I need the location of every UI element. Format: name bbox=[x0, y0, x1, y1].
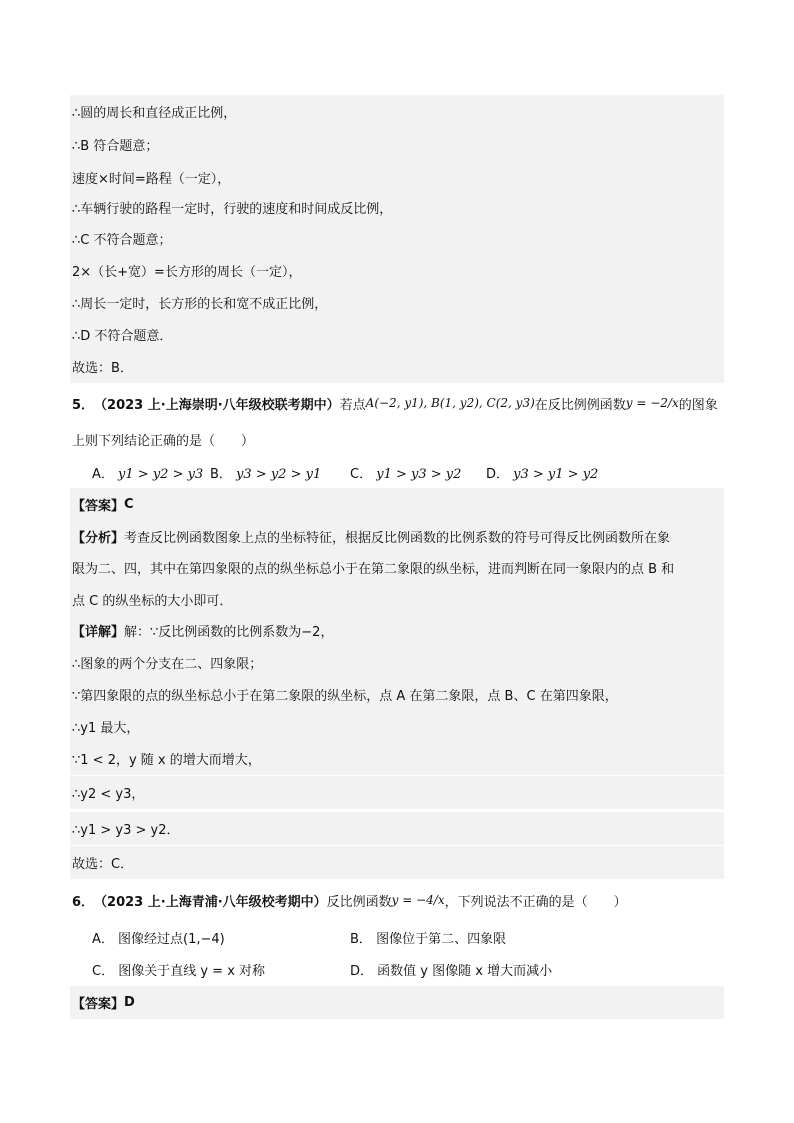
option-expression: y3 > y2 > y1 bbox=[236, 467, 322, 482]
option-text: 图像经过点(1,−4) bbox=[118, 932, 225, 947]
detail-line: ∴y1 > y3 > y2． bbox=[70, 812, 724, 845]
option-label: C． bbox=[350, 467, 373, 482]
question-text: 的图象 bbox=[678, 397, 718, 413]
option-label: C． bbox=[92, 964, 115, 979]
detail-line: ∴y2 < y3， bbox=[70, 776, 724, 809]
option-b[interactable] bbox=[350, 928, 506, 947]
analysis-text: 考查反比例函数图象上点的坐标特征，根据反比例函数的比例系数的符号可得反比例函数所在象 bbox=[124, 531, 671, 546]
detail-line: 故选：C． bbox=[70, 846, 724, 879]
option-label: B． bbox=[350, 932, 372, 947]
answer-tag: 【答案】 bbox=[72, 997, 125, 1012]
solution-line: 故选：B． bbox=[70, 350, 724, 383]
option-label: D． bbox=[350, 964, 374, 979]
detail-tag: 【详解】 bbox=[72, 625, 125, 640]
option-b[interactable] bbox=[210, 463, 321, 482]
option-d[interactable] bbox=[486, 463, 598, 482]
answer-value: C bbox=[124, 497, 134, 512]
function-formula: y = −4/x bbox=[391, 893, 445, 907]
option-label: D． bbox=[486, 467, 510, 482]
solution-line: ∴圆的周长和直径成正比例， bbox=[70, 95, 724, 128]
detail-text: 解：∵反比例函数的比例系数为−2， bbox=[124, 625, 334, 640]
question-6-stem bbox=[70, 882, 724, 918]
solution-line: ∴C 不符合题意； bbox=[70, 222, 724, 255]
solution-line: ∴车辆行驶的路程一定时，行驶的速度和时间成反比例， bbox=[70, 191, 724, 224]
option-a[interactable] bbox=[92, 928, 225, 947]
option-label: A． bbox=[92, 932, 114, 947]
answer-line bbox=[70, 986, 724, 1019]
detail-line: ∴y1 最大， bbox=[70, 710, 724, 743]
detail-line: ∵1 < 2，y 随 x 的增大而增大， bbox=[70, 742, 724, 775]
analysis-line: 点 C 的纵坐标的大小即可． bbox=[70, 583, 724, 616]
solution-line: ∴周长一定时，长方形的长和宽不成正比例， bbox=[70, 286, 724, 319]
option-expression: y3 > y1 > y2 bbox=[513, 467, 599, 482]
option-expression: y1 > y2 > y3 bbox=[118, 467, 204, 482]
option-text: 图像位于第二、四象限 bbox=[376, 932, 507, 947]
question-number: 6． bbox=[72, 894, 95, 910]
solution-line: 2×（长+宽）=长方形的周长（一定）， bbox=[70, 254, 724, 287]
analysis-line: 限为二、四，其中在第四象限的点的纵坐标总小于在第二象限的纵坐标，进而判断在同一象限内的点 B 和 bbox=[70, 551, 724, 584]
answer-line bbox=[70, 488, 724, 521]
question-source: （2023 上·上海青浦·八年级校考期中） bbox=[94, 894, 327, 910]
solution-line: ∴B 符合题意； bbox=[70, 128, 724, 161]
option-d[interactable] bbox=[350, 960, 552, 979]
question-text: 在反比例例函数 bbox=[534, 397, 626, 413]
option-text: 图像关于直线 y = x 对称 bbox=[118, 964, 266, 979]
analysis-tag: 【分析】 bbox=[72, 531, 125, 546]
question-5-stem bbox=[70, 385, 724, 421]
option-expression: y1 > y3 > y2 bbox=[376, 467, 462, 482]
option-c[interactable] bbox=[350, 463, 461, 482]
option-c[interactable] bbox=[92, 960, 265, 979]
question-5-options bbox=[0, 456, 794, 486]
question-text: 若点 bbox=[339, 397, 366, 413]
detail-line: ∴图象的两个分支在二、四象限； bbox=[70, 646, 724, 679]
option-a[interactable] bbox=[92, 463, 203, 482]
option-text: 函数值 y 图像随 x 增大而减小 bbox=[377, 964, 553, 979]
option-label: B． bbox=[210, 467, 232, 482]
solution-line: ∴D 不符合题意． bbox=[70, 318, 724, 351]
detail-line bbox=[70, 614, 724, 647]
analysis-line bbox=[70, 520, 724, 553]
detail-line: ∵第四象限的点的纵坐标总小于在第二象限的纵坐标，点 A 在第二象限，点 B、C 在第四象限， bbox=[70, 678, 724, 711]
question-text: ，下列说法不正确的是（ ） bbox=[444, 894, 627, 910]
function-formula: y = −2/x bbox=[625, 396, 679, 410]
question-5-stem-line2: 上则下列结论正确的是（ ） bbox=[72, 434, 255, 449]
question-source: （2023 上·上海崇明·八年级校联考期中） bbox=[94, 397, 340, 413]
answer-value: D bbox=[124, 995, 135, 1010]
answer-tag: 【答案】 bbox=[72, 499, 125, 514]
question-text: 反比例函数 bbox=[326, 894, 392, 910]
question-number: 5． bbox=[72, 397, 95, 413]
solution-line: 速度×时间=路程（一定）， bbox=[70, 161, 724, 194]
question-6-options bbox=[0, 922, 794, 986]
question-points: A(−2, y1), B(1, y2), C(2, y3) bbox=[365, 396, 535, 410]
option-label: A． bbox=[92, 467, 114, 482]
